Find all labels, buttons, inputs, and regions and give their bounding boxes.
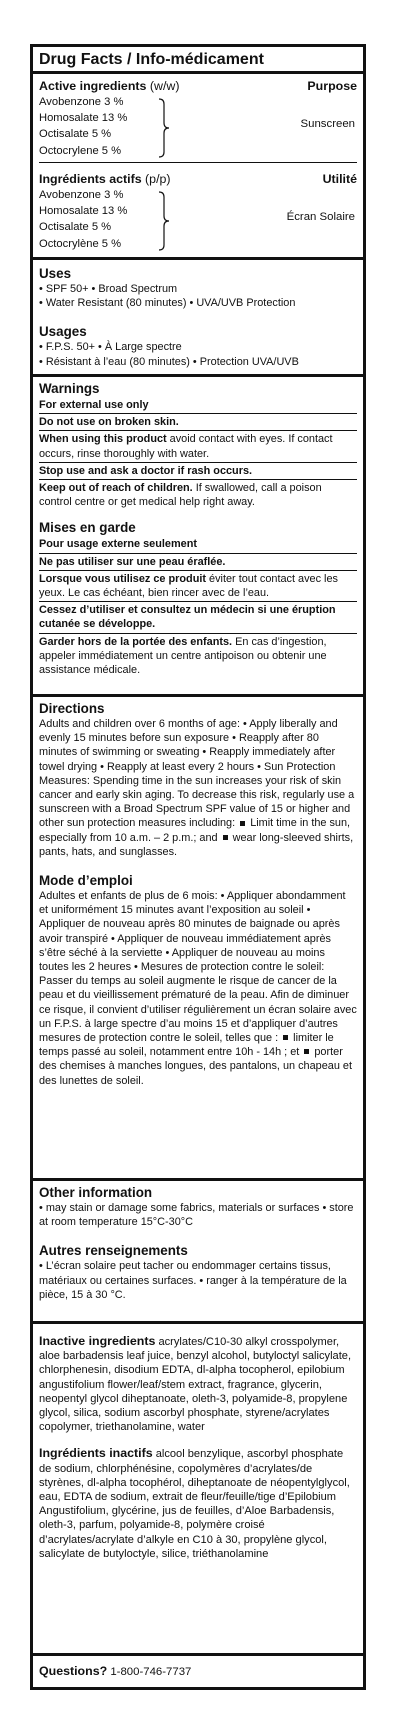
inactive-text: acrylates/C10-30 alkyl crosspolymer, aloe barbadensis leaf juice, benzyl alcohol, butyloctyl salicylate, chlorphenesin, disodium EDTA, dl-alpha tocopherol, epilobium angustifolium flower/leaf/stem extract, fragrance, glycerin, neopentyl glycol diheptanoate, oleth-3, polyamide-8, propylene glycol, silica, sodium ascorbyl phosphate, styrene/acrylates copolymer, triethanolamine, water (39, 1336, 352, 1434)
warning-when-using-fr (39, 571, 357, 602)
utilite-value: Écran Solaire (286, 211, 355, 223)
directions-part: wear long-sleeved shirts, pants, hats, and sunglasses. (39, 831, 354, 858)
warning-text: avoid contact with eyes. If contact occurs, rinse thoroughly with water. (39, 433, 333, 460)
active-fr-list (39, 187, 127, 252)
uses-line: • Water Resistant (80 minutes) • UVA/UVB Protection (39, 297, 296, 310)
directions-section (33, 697, 363, 1181)
drug-facts-panel (30, 44, 366, 1690)
purpose-label: Purpose (307, 79, 357, 93)
brace-icon (157, 191, 171, 251)
directions-part: porter des chemises à manches longues, des pantalons, un chapeau et des lunettes de soleil. (39, 1046, 353, 1087)
ingredient-item: Octisalate 5 % (39, 128, 112, 141)
utilite-label: Utilité (322, 172, 357, 186)
ingredient-item: Avobenzone 3 % (39, 189, 124, 201)
active-fr-label: Ingrédients actifs (39, 172, 142, 186)
ingredient-item: Octisalate 5 % (39, 221, 112, 234)
active-en-group (39, 94, 357, 160)
usages-line: • F.P.S. 50+ • À Large spectre (39, 341, 182, 354)
warning-lead: When using this product (39, 433, 167, 446)
active-fr-unit: (p/p) (145, 172, 171, 186)
square-bullet-icon (240, 821, 245, 826)
questions-line (39, 1664, 357, 1679)
warning-text: If swallowed, call a poison control centre or get medical help right away. (39, 482, 322, 509)
directions-part: Adults and children over 6 months of age: • Apply liberally and evenly 15 minutes before sun exposure • Reapply after 80 minutes of swimming or sweating • Reapply immediately after towel drying • Reapply at least every 2 hours • Sun Protection Measures: Spending time in the sun increases your risk of skin cancer and early skin aging. To decrease this risk, regularly use a sunscreen with a Broad Spectrum SPF value of 15 or higher and other sun protection measures including: (39, 718, 355, 830)
autres-text: • L’écran solaire peut tacher ou endommager certains tissus, matériaux ou certaines surfaces. • ranger à la température de la pièce, 15 à 30 °C. (39, 1260, 347, 1301)
directions-part: Adultes et enfants de plus de 6 mois: • Appliquer abondamment et uniformément 15 minutes avant l’exposition au soleil • Appliquer de nouveau après 80 minutes de baignade ou après avoir transpiré • Appliquer de nouveau immédiatement après s’être séché à la serviette • Appliquer de nouveau au moins toutes les 2 heures • Mesures de protection contre le soleil: Passer du temps au soleil augmente le risque de cancer de la peau et du vieillissement prématuré de la peau. Afin de diminuer ce risque, il convient d’utiliser régulièrement un écran solaire avec un F.P.S. à large spectre d’au moins 15 et d’appliquer d’autres mesures de protection contre le soleil, telles que : (39, 890, 357, 1045)
uses-line: • SPF 50+ • Broad Spectrum (39, 283, 178, 295)
directions-heading: Directions (39, 701, 105, 716)
ingredient-item: Avobenzone 3 % (39, 96, 124, 108)
warning-broken-skin: Do not use on broken skin. (39, 414, 357, 431)
usages-heading: Usages (39, 324, 87, 340)
inactive-lead: Inactive ingredients (39, 1334, 156, 1348)
active-en-unit: (w/w) (149, 79, 180, 93)
header-section (33, 47, 363, 74)
warning-lead: Lorsque vous utilisez ce produit (39, 572, 207, 585)
square-bullet-icon (304, 1049, 309, 1054)
mises-en-garde-heading: Mises en garde (39, 520, 136, 536)
active-en-label: Active ingredients (39, 79, 147, 93)
autres-heading: Autres renseignements (39, 1243, 188, 1259)
directions-part: Limit time in the sun, especially from 10 a.m. – 2 p.m.; and (39, 817, 351, 844)
warning-stop-use: Stop use and ask a doctor if rash occurs. (39, 463, 357, 480)
warning-lead: Keep out of reach of children. (39, 482, 193, 495)
other-text: • may stain or damage some fabrics, materials or surfaces • store at room temperature 15°C-30°C (39, 1202, 354, 1229)
ingredient-item: Octocrylène 5 % (39, 237, 122, 250)
warning-stop-use-fr: Cessez d’utiliser et consultez un médecin si une éruption cutanée se développe. (39, 602, 357, 633)
uses-section (33, 260, 363, 377)
warning-external-fr: Pour usage externe seulement (39, 536, 357, 553)
ingredient-item: Homosalate 13 % (39, 205, 128, 218)
square-bullet-icon (283, 1035, 288, 1040)
active-ingredients-section (33, 74, 363, 260)
usages-line: • Résistant à l’eau (80 minutes) • Protection UVA/UVB (39, 355, 299, 368)
inactive-en (39, 1334, 357, 1434)
directions-part: limiter le temps passé au soleil, notamment entre 10h - 14h ; et (39, 1032, 334, 1059)
warning-keep-out-fr (39, 634, 357, 679)
page-title: Drug Facts / Info-médicament (39, 51, 264, 68)
purpose-value: Sunscreen (300, 118, 355, 130)
warning-when-using (39, 431, 357, 462)
warning-keep-out (39, 480, 357, 510)
uses-heading: Uses (39, 266, 72, 281)
warning-broken-skin-fr: Ne pas utiliser sur une peau éraflée. (39, 554, 357, 571)
active-fr-header (39, 171, 357, 187)
warning-text: En cas d’ingestion, appeler immédiatement un centre antipoison ou obtenir une assistance médicale. (39, 635, 327, 677)
directions-text (39, 717, 357, 859)
inactive-fr (39, 1446, 357, 1561)
ingredient-item: Homosalate 13 % (39, 112, 128, 125)
other-heading: Other information (39, 1185, 153, 1200)
questions-lead: Questions? (39, 1664, 108, 1678)
other-information-section (33, 1181, 363, 1324)
ingredient-item: Octocrylene 5 % (39, 144, 122, 157)
phone-number: 1-800-746-7737 (107, 1666, 192, 1678)
warning-lead: Garder hors de la portée des enfants. (39, 635, 233, 648)
active-fr-group (39, 187, 357, 253)
mode-emploi-heading: Mode d’emploi (39, 873, 133, 889)
warning-text: éviter tout contact avec les yeux. Le cas échéant, bien rincer avec de l’eau. (39, 572, 338, 600)
inactive-lead-fr: Ingrédients inactifs (39, 1446, 153, 1461)
inactive-text-fr: alcool benzylique, ascorbyl phosphate de sodium, chlorphénésine, copolymères d’acrylates/de styrènes, dl-alpha tocophérol, diheptanoate de néopentylglycol, eau, EDTA de sodium, extrait de fleur/feuille/tige d’Epilobium Angustifolium, glycérine, jus de feuilles, d’Aloe Barbadensis, oleth-3, parfum, polyamide-8, polymère croisé d’acrylates/acrylate d’alkyle en C10 à 30, propylène glycol, salicylate de butyloctyle, silice, triéthanolamine (39, 1448, 350, 1560)
warnings-section (33, 377, 363, 697)
active-en-list (39, 94, 127, 159)
questions-section (33, 1656, 363, 1687)
mode-emploi-text (39, 889, 357, 1088)
inactive-ingredients-section (33, 1324, 363, 1656)
active-en-header (39, 78, 357, 94)
divider (39, 162, 357, 163)
warning-external: For external use only (39, 397, 357, 414)
brace-icon (157, 98, 171, 158)
warnings-heading: Warnings (39, 381, 100, 396)
square-bullet-icon (223, 835, 228, 840)
